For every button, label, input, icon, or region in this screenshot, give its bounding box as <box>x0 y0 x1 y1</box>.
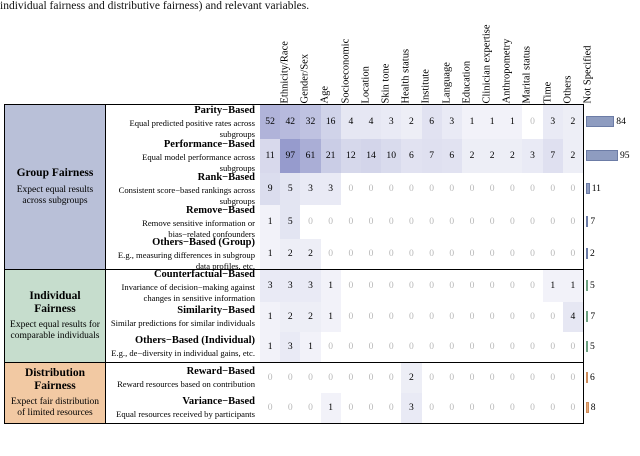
total-bar-wrap <box>586 138 630 172</box>
heatmap-cell: 4 <box>563 302 583 332</box>
heatmap-cell: 0 <box>321 363 341 393</box>
total-bar-value: 8 <box>590 401 596 413</box>
table-row <box>106 239 583 269</box>
heatmap-cell: 0 <box>401 205 421 239</box>
heatmap-cell: 32 <box>300 105 320 139</box>
group-rows <box>106 363 583 423</box>
heatmap-cell: 0 <box>300 363 320 393</box>
heatmap-cell: 0 <box>401 239 421 269</box>
heatmap-cell: 0 <box>361 393 381 423</box>
heatmap-cell: 0 <box>381 332 401 362</box>
heatmap-cell: 0 <box>341 332 361 362</box>
table-row <box>106 139 583 173</box>
row-label-cell <box>106 302 260 332</box>
heatmap-cell: 0 <box>543 363 563 393</box>
heatmap-cell: 0 <box>341 302 361 332</box>
heatmap-cell: 0 <box>341 205 361 239</box>
row-title: Reward−Based <box>186 366 255 378</box>
heatmap-cell: 0 <box>442 332 462 362</box>
heatmap-cell: 1 <box>482 105 502 139</box>
heatmap-cell: 0 <box>543 173 563 205</box>
group-subtitle: Expect fair distribution of limited resources <box>10 397 100 419</box>
total-bar-wrap <box>586 301 595 331</box>
heatmap-cell: 1 <box>321 302 341 332</box>
heatmap-cell: 0 <box>381 393 401 423</box>
group-label-cell <box>5 105 106 269</box>
column-header-label: Not Specified <box>582 44 594 103</box>
group-subtitle: Expect equal results across subgroups <box>16 184 94 206</box>
heatmap-cell: 0 <box>361 205 381 239</box>
heatmap-cell: 2 <box>401 363 421 393</box>
heatmap-cell: 0 <box>381 205 401 239</box>
total-bar-wrap <box>586 269 595 301</box>
row-title: Others−Based (Individual) <box>134 335 255 347</box>
table-row <box>106 205 583 239</box>
heatmap-cell: 0 <box>422 302 442 332</box>
column-header-label: Skin tone <box>380 63 392 103</box>
heatmap-cell: 3 <box>522 139 542 173</box>
column-header-label: Age <box>319 85 331 103</box>
total-bar-row <box>586 104 640 138</box>
top-caption: individual fairness and distributive fairness) and relevant variables. <box>0 0 310 12</box>
heatmap-cell: 0 <box>482 332 502 362</box>
row-subtitle: E.g., measuring differences in subgroup data profiles, etc. <box>117 250 255 271</box>
column-header-label: Clinician expertise <box>481 23 493 103</box>
heatmap-cell: 1 <box>260 302 280 332</box>
row-subtitle: Equal predicted positive rates across subgroups <box>129 118 255 139</box>
total-bar-wrap <box>586 172 601 204</box>
group-label-cell <box>5 363 106 423</box>
column-header-label: Gender/Sex <box>299 53 311 103</box>
heatmap-cell: 0 <box>462 173 482 205</box>
heatmap-cell: 0 <box>502 393 522 423</box>
heatmap-cell: 0 <box>401 302 421 332</box>
heatmap-cell: 0 <box>522 302 542 332</box>
heatmap-cell: 1 <box>260 332 280 362</box>
heatmap-cell: 3 <box>321 173 341 205</box>
heatmap-cell: 1 <box>300 332 320 362</box>
table-row <box>106 270 583 302</box>
heatmap-cell: 0 <box>341 239 361 269</box>
row-label-cell <box>106 205 260 239</box>
heatmap-cell: 0 <box>563 393 583 423</box>
heatmap-cell: 3 <box>381 105 401 139</box>
row-label-cell <box>106 393 260 423</box>
heatmap-cell: 10 <box>381 139 401 173</box>
heatmap-cell: 7 <box>543 139 563 173</box>
heatmap-cell: 0 <box>300 205 320 239</box>
heatmap-cell: 0 <box>401 173 421 205</box>
total-bar-value: 11 <box>591 182 601 194</box>
heatmap-cell: 0 <box>422 332 442 362</box>
heatmap-cell: 9 <box>260 173 280 205</box>
heatmap-cell: 0 <box>361 270 381 302</box>
total-bar <box>586 402 589 413</box>
total-bar-value: 6 <box>590 371 595 383</box>
heatmap-cell: 61 <box>300 139 320 173</box>
total-bar-row <box>586 269 640 301</box>
total-bar-row <box>586 138 640 172</box>
heatmap-cell: 0 <box>502 173 522 205</box>
heatmap-cell: 0 <box>361 302 381 332</box>
heatmap-cells <box>260 270 583 302</box>
heatmap-cell: 0 <box>522 393 542 423</box>
heatmap-cell: 3 <box>442 105 462 139</box>
row-label-cell <box>106 105 260 139</box>
total-bar-wrap <box>586 204 595 238</box>
table-row <box>106 332 583 362</box>
total-bar <box>586 216 588 227</box>
heatmap-cell: 0 <box>502 302 522 332</box>
total-bar-value: 2 <box>590 247 595 259</box>
heatmap-cell: 3 <box>543 105 563 139</box>
heatmap-cell: 0 <box>442 270 462 302</box>
heatmap-cell: 0 <box>381 239 401 269</box>
heatmap-cell: 3 <box>280 332 300 362</box>
heatmap-cell: 0 <box>462 205 482 239</box>
heatmap-cell: 0 <box>482 270 502 302</box>
heatmap-cell: 2 <box>563 139 583 173</box>
heatmap-cell: 0 <box>422 270 442 302</box>
total-bar-wrap <box>586 331 595 361</box>
heatmap-cell: 3 <box>260 270 280 302</box>
heatmap-cell: 1 <box>260 205 280 239</box>
heatmap-cell: 2 <box>280 239 300 269</box>
heatmap-cell: 0 <box>563 332 583 362</box>
heatmap-cells <box>260 393 583 423</box>
heatmap-cell: 0 <box>563 363 583 393</box>
total-bar-row <box>586 301 640 331</box>
heatmap-cell: 0 <box>502 363 522 393</box>
column-header-label: Location <box>360 65 372 103</box>
row-title: Performance−Based <box>163 139 255 151</box>
heatmap-cell: 2 <box>462 139 482 173</box>
heatmap-cell: 0 <box>522 173 542 205</box>
heatmap-cell: 0 <box>543 205 563 239</box>
fairness-matrix <box>4 104 584 424</box>
heatmap-cell: 0 <box>522 332 542 362</box>
column-header-label: Time <box>542 81 554 103</box>
column-header-label: Institute <box>420 68 432 103</box>
row-title: Others−Based (Group) <box>152 237 255 249</box>
heatmap-cell: 0 <box>522 239 542 269</box>
heatmap-cell: 4 <box>361 105 381 139</box>
heatmap-cells <box>260 239 583 269</box>
row-label-cell <box>106 239 260 269</box>
total-bar <box>586 183 590 194</box>
total-bar-row <box>586 331 640 361</box>
heatmap-cell: 7 <box>422 139 442 173</box>
heatmap-cell: 3 <box>401 393 421 423</box>
column-header-label: Language <box>441 61 453 103</box>
heatmap-cell: 0 <box>381 302 401 332</box>
heatmap-cell: 0 <box>522 363 542 393</box>
heatmap-cell: 0 <box>482 173 502 205</box>
heatmap-cell: 5 <box>280 173 300 205</box>
row-subtitle: Consistent score−based rankings across subgroups <box>118 185 255 206</box>
total-bar <box>586 372 588 383</box>
heatmap-cell: 0 <box>462 393 482 423</box>
table-row <box>106 302 583 332</box>
heatmap-cell: 0 <box>462 239 482 269</box>
heatmap-cell: 3 <box>300 270 320 302</box>
total-bar-value: 95 <box>620 149 630 161</box>
total-bar-row <box>586 204 640 238</box>
heatmap-cell: 0 <box>442 173 462 205</box>
total-bar-value: 7 <box>590 310 596 322</box>
heatmap-cell: 0 <box>260 393 280 423</box>
heatmap-cell: 0 <box>482 393 502 423</box>
heatmap-cell: 0 <box>361 332 381 362</box>
heatmap-cell: 0 <box>422 363 442 393</box>
heatmap-cell: 0 <box>502 205 522 239</box>
heatmap-cell: 0 <box>341 363 361 393</box>
total-bar <box>586 150 618 161</box>
row-title: Rank−Based <box>197 172 255 184</box>
row-label-cell <box>106 270 260 302</box>
row-subtitle: Reward resources based on contribution <box>117 379 255 390</box>
heatmap-cell: 0 <box>341 173 361 205</box>
row-title: Parity−Based <box>194 105 255 117</box>
heatmap-cell: 0 <box>462 270 482 302</box>
heatmap-cell: 0 <box>442 393 462 423</box>
heatmap-cell: 0 <box>341 393 361 423</box>
heatmap-cell: 12 <box>341 139 361 173</box>
total-bar-row <box>586 238 640 268</box>
heatmap-cell: 0 <box>401 270 421 302</box>
group-title: Group Fairness <box>16 167 94 180</box>
total-bar-value: 84 <box>616 115 626 127</box>
heatmap-cell: 21 <box>321 139 341 173</box>
table-row <box>106 363 583 393</box>
heatmap-cells <box>260 139 583 173</box>
heatmap-cell: 0 <box>482 302 502 332</box>
heatmap-cell: 0 <box>381 363 401 393</box>
table-row <box>106 173 583 205</box>
heatmap-cell: 1 <box>543 270 563 302</box>
group-rows <box>106 105 583 269</box>
heatmap-cell: 6 <box>442 139 462 173</box>
heatmap-cell: 11 <box>260 139 280 173</box>
column-header-label: Marital status <box>521 45 533 103</box>
heatmap-cell: 0 <box>381 270 401 302</box>
row-title: Variance−Based <box>182 396 255 408</box>
heatmap-cell: 0 <box>442 205 462 239</box>
heatmap-cell: 0 <box>543 393 563 423</box>
heatmap-cells <box>260 302 583 332</box>
heatmap-cells <box>260 363 583 393</box>
heatmap-cell: 0 <box>300 393 320 423</box>
total-bar-row <box>586 172 640 204</box>
heatmap-cell: 3 <box>300 173 320 205</box>
total-bar <box>586 311 588 322</box>
heatmap-cell: 0 <box>321 205 341 239</box>
row-label-cell <box>106 139 260 173</box>
heatmap-cell: 2 <box>300 302 320 332</box>
table-row <box>106 105 583 139</box>
heatmap-cell: 0 <box>321 239 341 269</box>
heatmap-cell: 6 <box>422 105 442 139</box>
heatmap-cell: 0 <box>422 239 442 269</box>
column-header-labels <box>279 8 594 104</box>
heatmap-cells <box>260 205 583 239</box>
group-title: Individual Fairness <box>29 289 81 316</box>
heatmap-cell: 2 <box>482 139 502 173</box>
total-bar <box>586 341 588 352</box>
heatmap-cell: 2 <box>502 139 522 173</box>
heatmap-cell: 0 <box>482 205 502 239</box>
heatmap-cell: 0 <box>442 239 462 269</box>
heatmap-cell: 3 <box>280 270 300 302</box>
heatmap-cell: 0 <box>543 239 563 269</box>
total-bar-value: 5 <box>590 279 595 291</box>
heatmap-cell: 1 <box>321 393 341 423</box>
heatmap-cells <box>260 332 583 362</box>
heatmap-cell: 0 <box>563 205 583 239</box>
total-bar <box>586 280 588 291</box>
row-subtitle: E.g., de−diversity in individual gains, etc. <box>111 348 255 359</box>
total-bar-wrap <box>586 238 595 268</box>
heatmap-cell: 0 <box>422 205 442 239</box>
heatmap-cell: 0 <box>502 332 522 362</box>
row-title: Similarity−Based <box>177 305 255 317</box>
heatmap-cell: 52 <box>260 105 280 139</box>
heatmap-cell: 1 <box>260 239 280 269</box>
heatmap-cell: 0 <box>321 332 341 362</box>
row-subtitle: Similar predictions for similar individuals <box>110 318 255 329</box>
heatmap-cell: 0 <box>442 302 462 332</box>
heatmap-cell: 0 <box>462 363 482 393</box>
column-header-label: Health status <box>400 48 412 103</box>
heatmap-cells <box>260 173 583 205</box>
heatmap-cell: 1 <box>462 105 482 139</box>
heatmap-cell: 2 <box>300 239 320 269</box>
total-bar-wrap <box>586 362 595 392</box>
heatmap-cell: 0 <box>442 363 462 393</box>
heatmap-cell: 6 <box>401 139 421 173</box>
heatmap-cells <box>260 105 583 139</box>
total-bar-row <box>586 362 640 392</box>
heatmap-cell: 97 <box>280 139 300 173</box>
heatmap-cell: 1 <box>321 270 341 302</box>
column-header-label: Others <box>562 75 574 103</box>
heatmap-cell: 0 <box>401 332 421 362</box>
heatmap-cell: 4 <box>341 105 361 139</box>
column-header-label: Anthropometry <box>501 38 513 103</box>
heatmap-cell: 0 <box>361 363 381 393</box>
heatmap-cell: 0 <box>522 105 542 139</box>
heatmap-cell: 0 <box>482 363 502 393</box>
heatmap-cell: 42 <box>280 105 300 139</box>
heatmap-cell: 1 <box>502 105 522 139</box>
row-subtitle: Equal model performance across subgroups <box>142 152 255 173</box>
row-subtitle: Invariance of decision−making against changes in sensitive information <box>121 282 255 303</box>
heatmap-cell: 0 <box>341 270 361 302</box>
heatmap-cell: 0 <box>361 173 381 205</box>
total-bar-row <box>586 392 640 422</box>
table-row <box>106 393 583 423</box>
row-subtitle: Equal resources received by participants <box>116 409 255 420</box>
heatmap-cell: 0 <box>280 363 300 393</box>
total-bar-wrap <box>586 104 626 138</box>
heatmap-cell: 0 <box>381 173 401 205</box>
total-bar <box>586 248 588 259</box>
row-title: Remove−Based <box>186 205 255 217</box>
heatmap-cell: 0 <box>422 173 442 205</box>
row-label-cell <box>106 173 260 205</box>
heatmap-cell: 14 <box>361 139 381 173</box>
heatmap-cell: 5 <box>280 205 300 239</box>
group-rows <box>106 270 583 362</box>
total-bar <box>586 116 614 127</box>
total-bar-wrap <box>586 392 595 422</box>
group-title: Distribution Fairness <box>24 366 86 393</box>
heatmap-cell: 0 <box>563 239 583 269</box>
heatmap-cell: 0 <box>502 239 522 269</box>
heatmap-cell: 0 <box>522 205 542 239</box>
heatmap-cell: 0 <box>462 302 482 332</box>
heatmap-cell: 2 <box>563 105 583 139</box>
heatmap-cell: 0 <box>361 239 381 269</box>
fairness-group-row <box>5 363 583 423</box>
row-subtitle: Remove sensitive information or bias−related confounders <box>142 218 255 239</box>
heatmap-cell: 0 <box>543 332 563 362</box>
group-label-cell <box>5 270 106 362</box>
heatmap-cell: 0 <box>260 363 280 393</box>
group-subtitle: Expect equal results for comparable individuals <box>10 320 100 342</box>
heatmap-cell: 0 <box>563 173 583 205</box>
fairness-group-row <box>5 270 583 363</box>
total-bars-column <box>586 104 640 422</box>
total-bar-value: 5 <box>590 340 595 352</box>
heatmap-cell: 2 <box>280 302 300 332</box>
heatmap-cell: 0 <box>422 393 442 423</box>
heatmap-cell: 1 <box>563 270 583 302</box>
heatmap-cell: 0 <box>462 332 482 362</box>
heatmap-cell: 16 <box>321 105 341 139</box>
row-label-cell <box>106 332 260 362</box>
fairness-group-row <box>5 105 583 270</box>
heatmap-cell: 0 <box>482 239 502 269</box>
heatmap-cell: 2 <box>401 105 421 139</box>
column-header-label: Education <box>461 60 473 103</box>
heatmap-cell: 0 <box>502 270 522 302</box>
row-title: Counterfactual−Based <box>153 269 255 281</box>
column-header <box>582 8 605 104</box>
heatmap-cell: 0 <box>280 393 300 423</box>
heatmap-cell: 0 <box>522 270 542 302</box>
total-bar-value: 7 <box>590 215 596 227</box>
column-header-label: Ethnicity/Race <box>279 40 291 103</box>
column-header-label: Socioeconomic <box>340 38 352 103</box>
heatmap-cell: 0 <box>543 302 563 332</box>
row-label-cell <box>106 363 260 393</box>
